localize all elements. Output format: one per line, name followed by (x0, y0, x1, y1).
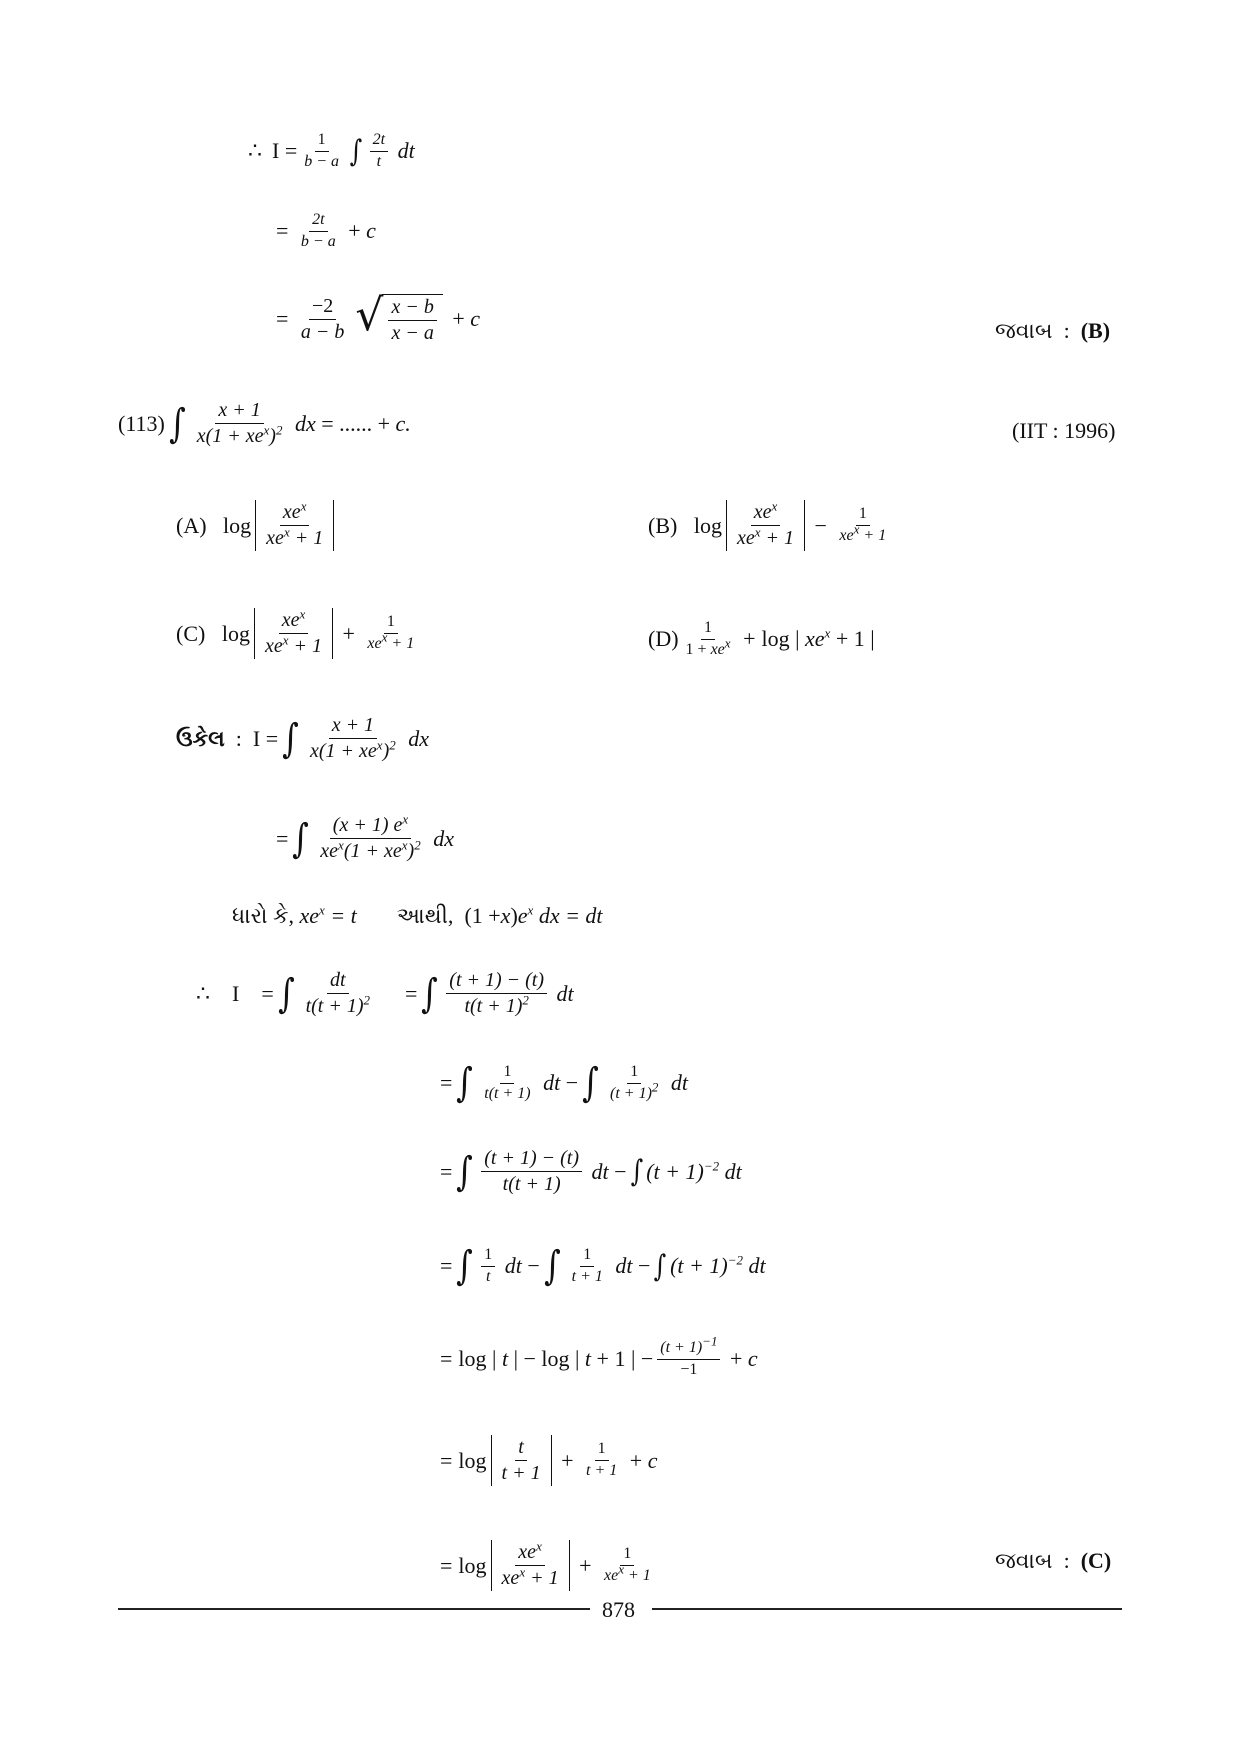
footer-rule-right (652, 1608, 1122, 1610)
substitution-line: ધારો કે, $xe^x = t$ આથી, (1 + x ) $e^x$ dx = dt (232, 902, 603, 928)
answer-label: જવાબ (995, 318, 1053, 343)
solution-line-9: = log $\frac{xe^x}{xe^x + 1}$ + $\frac{1}{xe^x + 1}$ (440, 1538, 651, 1589)
solution-line-7: = log | t | − log | t + 1 | − $\frac{(t + 1)^{-1}}{-1}$ + c (440, 1333, 758, 1378)
answer-value: (C) (1080, 1548, 1112, 1573)
question-113: (113) ∫ $\frac{x + 1}{x(1 + xe^x)^2}$ dx = ...... + c. (118, 399, 411, 447)
solution-line-3: ∴ I = ∫ $\frac{dt}{t(t + 1)^2}$ = ∫ $\frac{(t + 1) - (t)}{t(t + 1)^2}$ dt (196, 969, 574, 1017)
option-d: (D) $\frac{1}{1 + xe^x}$ + log | $xe^x$ + 1 | (648, 619, 875, 658)
solution-line-5: = ∫ $\frac{(t + 1) - (t)}{t(t + 1)}$ dt − ∫ $(t + 1)^{-2}$ dt (440, 1147, 742, 1195)
solution-line-6: = ∫ $\frac{1}{t}$ dt − ∫ $\frac{1}{t + 1}$ dt − ∫ $(t + 1)^{-2}$ dt (440, 1243, 766, 1289)
option-a: (A) log $\frac{xe^x}{xe^x + 1}$ (176, 500, 338, 551)
solution-line-2: = ∫ $\frac{(x + 1) e^x}{xe^x(1 + xe^x)^2}$ dx (276, 811, 454, 862)
option-b: (B) log $\frac{xe^x}{xe^x + 1}$ − $\frac{1}{xe^x + 1}$ (648, 498, 887, 549)
eq-line-2: = $\frac{2t}{b - a}$ + c (276, 211, 376, 250)
question-number: (113) (118, 410, 165, 436)
solution-label: ઉકેલ (176, 725, 225, 751)
therefore-symbol: ∴ (248, 138, 262, 164)
eq-line-3: = $\frac{-2}{a - b}$ √ $\frac{x - b}{x - a}$ + c (276, 290, 481, 344)
solution-line-4: = ∫ $\frac{1}{t(t + 1)}$ dt − ∫ $\frac{1}{(t + 1)^2}$ dt (440, 1060, 689, 1106)
answer-value: (B) (1080, 318, 1111, 343)
option-c: (C) log $\frac{xe^x}{xe^x + 1}$ + $\frac{1}{xe^x + 1}$ (176, 606, 415, 657)
answer-2: જવાબ : (C) (995, 1548, 1112, 1573)
solution-line-8: = log $\frac{t}{t + 1}$ + $\frac{1}{t + 1}$ + c (440, 1436, 658, 1484)
page-number: 878 (602, 1597, 635, 1622)
eq-line-1: ∴ I = $\frac{1}{b - a}$ ∫ $\frac{2t}{t}$ dt (248, 131, 415, 170)
solution-line-1: ઉકેલ : I = ∫ $\frac{x + 1}{x(1 + xe^x)^2}$ dx (176, 714, 430, 762)
question-source: (IIT : 1996) (1012, 418, 1116, 443)
answer-1: જવાબ : (B) (995, 318, 1111, 343)
footer-rule-left (118, 1608, 590, 1610)
